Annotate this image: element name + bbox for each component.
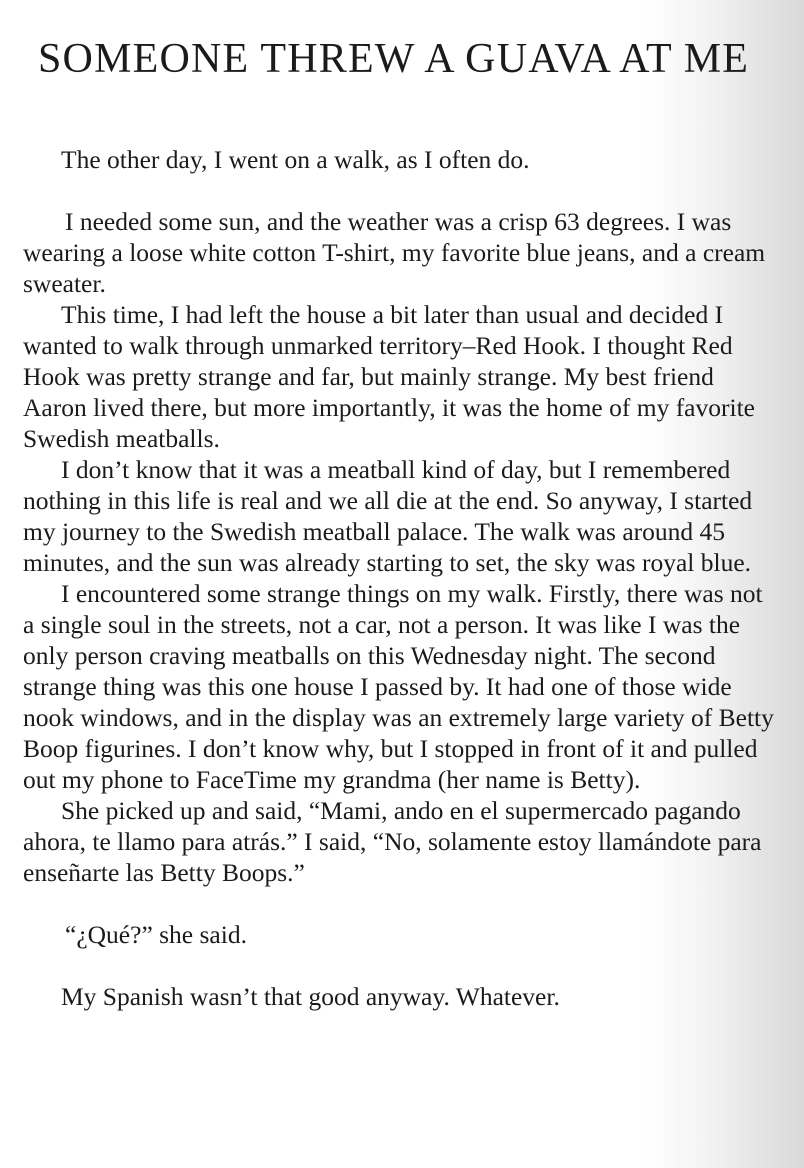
paragraph-6: She picked up and said, “Mami, ando en el supermercado pagando ahora, te llamo para atrás.” I said, “No, solamente estoy llamándote para enseñarte las Betty Boops.”	[23, 796, 762, 887]
paragraph-5: I encountered some strange things on my walk. Firstly, there was not a single soul in the streets, not a car, not a person. It was like I was the only person craving meatballs on this Wednesday night. The second strange thing was this one house I passed by. It had one of those wide nook windows, and in the display was an extremely large variety of Betty Boop figurines. I don’t know why, but I stopped in front of it and pulled out my phone to FaceTime my grandma (her name is Betty).	[23, 579, 774, 794]
page-title: SOMEONE THREW A GUAVA AT ME	[38, 36, 750, 82]
paragraph-8: My Spanish wasn’t that good anyway. Whatever.	[61, 982, 560, 1011]
paragraph-4: I don’t know that it was a meatball kind of day, but I remembered nothing in this life is real and we all die at the end. So anyway, I started my journey to the Swedish meatball palace. The walk was around 45 minutes, and the sun was already starting to set, the sky was royal blue.	[23, 455, 753, 577]
paragraph-3: This time, I had left the house a bit later than usual and decided I wanted to walk through unmarked territory–Red Hook. I thought Red Hook was pretty strange and far, but mainly strange. My best friend Aaron lived there, but more importantly, it was the home of my favorite Swedish meatballs.	[23, 300, 755, 453]
paragraph-7: “¿Qué?” she said.	[65, 920, 247, 949]
paragraph-1: The other day, I went on a walk, as I often do.	[61, 145, 530, 174]
paragraph-2: I needed some sun, and the weather was a crisp 63 degrees. I was wearing a loose white cotton T-shirt, my favorite blue jeans, and a cream sweater.	[23, 207, 766, 298]
article-body	[23, 144, 778, 1012]
